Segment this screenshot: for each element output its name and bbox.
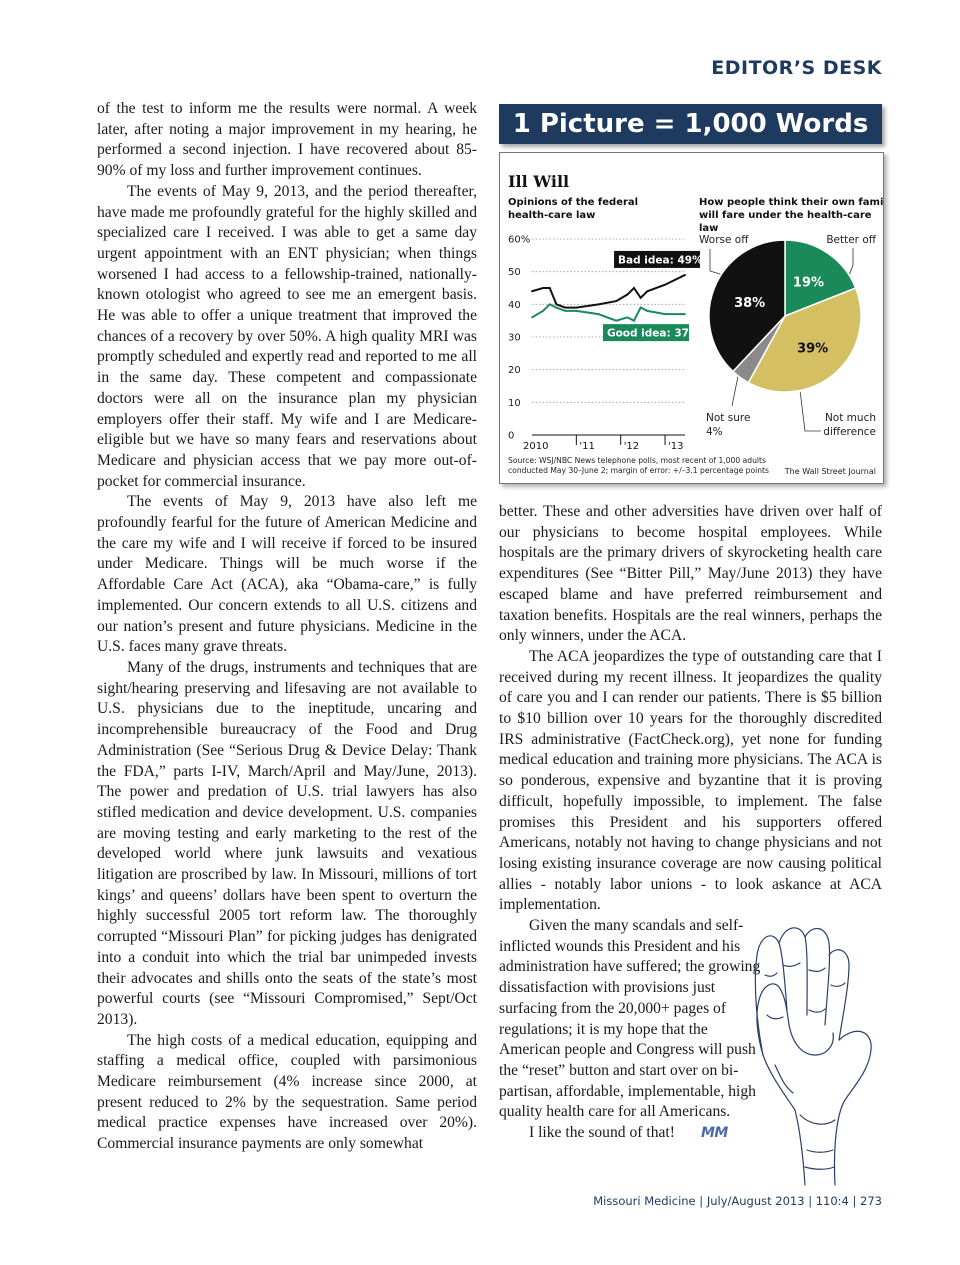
right-column <box>499 502 882 916</box>
paragraph: better. These and other adversities have driven over half of our physicians to become hospital employees. While hospitals are the primary drivers of skyrocketing health care expenditures (See “Bitter Pill,” May/June 2013) they have escaped blame and have preferred reimbursement and taxation benefits. Hospitals are the real winners, perhaps the only winners, under the ACA. <box>499 503 882 645</box>
subtitle-line: How people think their own family <box>699 197 883 208</box>
wsj-chart-figure <box>499 152 884 484</box>
left-column <box>97 99 477 1155</box>
leader-line <box>800 392 821 431</box>
paragraph: The events of May 9, 2013, and the period thereafter, have made me profoundly grateful for the highly skilled and specialized care I received. I was able to get a same day urgent appointment with an ENT physician; when things worsened I had access to a fellowship-trained, nationally-known otologist who agreed to see me an emergent basis. He was able to offer a unique treatment that improved the chances of a recovery by over 50%. A high quality MRI was promptly scheduled and expertly read and reported to me all in the same day. These competent and compassionate doctors were all on the insurance plan my physician employers offer their staff. My wife and I are Medicare-eligible but we have so many fears and reservations about Medicare and physician access that we pay more out-of-pocket for commercial insurance. <box>97 182 477 490</box>
page-footer: Missouri Medicine | July/August 2013 | 110:4 | 273 <box>593 1194 882 1208</box>
subtitle-line: law <box>699 223 719 234</box>
y-tick-label: 40 <box>508 299 521 311</box>
y-tick-label: 60% <box>508 234 531 246</box>
data-point <box>531 317 533 319</box>
data-point <box>640 307 642 309</box>
paragraph: The events of May 9, 2013 have also left me profoundly fearful for the future of American Medicine and the care my wife and I will receive if forced to be insured under Medicare. Things will be much worse if the Affordable Care Act (ACA), aka “Obama-care,” is fully implemented. Our concern extends to all U.S. citizens and our nation’s present and future physicians. Medicine in the U.S. faces many grave threats. <box>97 493 477 656</box>
data-point <box>542 287 544 289</box>
paragraph: The ACA jeopardizes the type of outstanding care that I received during my recent illness. It jeopardizes the quality of care you and I can render our patients. There is $5 billion to $10 billion over 10 years for the thoroughly discredited IRS administrative (FactCheck.org), yet none for funding medical education and training more physicians. The ACA is so ponderous, expensive and byzantine that it is proving difficult, hopefully impossible, to implement. The false promises this President and his supporters offered Americans, notably not having to change physicians and not losing existing insurance coverage are now causing political allies - notably labor unions - to look askance at ACA implementation. <box>499 647 882 914</box>
data-point <box>646 310 648 312</box>
subtitle-line: health-care law <box>508 210 596 221</box>
y-tick-label: 10 <box>508 397 521 409</box>
closing-paragraph <box>499 1123 761 1144</box>
data-point <box>555 303 557 305</box>
y-tick-label: 30 <box>508 332 521 344</box>
data-point <box>549 303 551 305</box>
x-tick-label: '13 <box>668 441 684 452</box>
data-point <box>664 284 666 286</box>
data-point <box>598 303 600 305</box>
line-chart-subtitle <box>508 197 638 221</box>
data-point <box>575 307 577 309</box>
series-line-good-idea <box>532 304 685 320</box>
data-point <box>575 310 577 312</box>
data-point <box>598 313 600 315</box>
data-point <box>633 320 635 322</box>
chart-credit: The Wall Street Journal <box>784 467 876 476</box>
data-point <box>555 307 557 309</box>
series-line-bad-idea <box>532 275 685 308</box>
pie-value-label: 39% <box>797 341 829 357</box>
pie-label-not-sure: Not sure <box>706 412 751 424</box>
section-header: EDITOR’S DESK <box>711 57 882 79</box>
data-point <box>646 290 648 292</box>
x-tick-label: '11 <box>579 441 595 452</box>
good-idea-label: Good idea: 37% <box>606 327 700 340</box>
pie-label-not-much: Not much <box>824 412 876 424</box>
pie-chart-subtitle <box>699 197 883 234</box>
data-point <box>626 317 628 319</box>
pie-chart <box>699 234 877 438</box>
data-point <box>549 287 551 289</box>
leader-line <box>710 249 720 274</box>
subtitle-line: Opinions of the federal <box>508 197 639 208</box>
leader-line <box>732 377 738 406</box>
chart-svg <box>500 153 883 483</box>
data-point <box>626 294 628 296</box>
data-point <box>664 313 666 315</box>
bad-idea-label: Bad idea: 49% <box>618 254 703 267</box>
pie-value-not-sure: 4% <box>706 426 723 438</box>
chart-source <box>508 456 769 475</box>
y-tick-label: 50 <box>508 267 521 279</box>
hand-illustration <box>745 915 885 1190</box>
paragraph: Given the many scandals and self-inflicted wounds this President and his administration have suffered; the growing dissatisfaction with provisions just surfacing from the 20,000+ pages of regulations; it is my hope that the American people and Congress will push the “reset” button and start over on bi-partisan, affordable, implementable, high quality health care for all Americans. <box>499 917 761 1121</box>
right-column-narrow <box>499 916 761 1144</box>
pie-value-label: 19% <box>792 275 825 291</box>
subtitle-line: will fare under the health-care <box>699 210 872 221</box>
y-tick-label: 20 <box>508 365 521 377</box>
x-tick-label: 2010 <box>523 441 549 452</box>
data-point <box>615 300 617 302</box>
closing-line: I like the sound of that! <box>529 1124 675 1142</box>
data-point <box>684 313 686 315</box>
x-tick-label: '12 <box>623 441 640 452</box>
chart-title: Ill Will <box>508 172 570 191</box>
data-point <box>531 290 533 292</box>
pie-label-difference: difference <box>823 426 876 438</box>
data-point <box>633 287 635 289</box>
pie-label-worse-off: Worse off <box>699 234 749 246</box>
data-point <box>615 320 617 322</box>
subtitle-line: Source: WSJ/NBC News telephone polls, most recent of 1,000 adults <box>508 456 766 465</box>
data-point <box>640 297 642 299</box>
banner-title: 1 Picture = 1,000 Words <box>499 104 882 144</box>
paragraph: The high costs of a medical education, equipping and staffing a medical office, coupled with parsimonious Medicare reimbursement (4% increase since 2000, at present reduced to 2% by the sequestration. Same period medical practice expenses have increased over 20%). Commercial insurance payments are only somewhat <box>97 1031 477 1153</box>
y-tick-label: 0 <box>508 430 515 442</box>
paragraph: Many of the drugs, instruments and techniques that are sight/hearing preserving and lifesaving are not available to U.S. physicians due to the ineptitude, uncaring and incomprehensible bureaucracy of the Food and Drug Administration (See “Serious Drug & Device Delay: Thank the FDA,” parts I-IV, March/April and May/June, 2013). The power and predation of U.S. trial lawyers has also stifled medication and device development. U.S. companies are moving testing and early marketing to the rest of the developed world where junk lawsuits and vexatious litigation are proscribed by law. In Missouri, millions of tort kings’ and queens’ dollars have been spent to overturn the highly successful 2005 tort reform law. The thoroughly corrupted “Missouri Plan” for picking judges has denigrated into a conduit into which the trial bar unimpeded invests their advocates and shills onto the seats of the state’s most powerful courts (see “Missouri Compromised,” Sept/Oct 2013). <box>97 658 477 1028</box>
mm-signoff: MM <box>700 1125 728 1142</box>
pie-label-better-off: Better off <box>826 234 876 246</box>
data-point <box>684 274 686 276</box>
paragraph: of the test to inform me the results were normal. A week later, after noting a major improvement in my hearing, he performed a second injection. I have recovered about 85-90% of my loss and further improvement continues. <box>97 100 477 180</box>
leader-line <box>850 248 853 274</box>
data-point <box>564 307 566 309</box>
data-point <box>542 310 544 312</box>
data-point <box>564 310 566 312</box>
pie-value-label: 38% <box>734 296 766 312</box>
line-chart <box>508 235 703 453</box>
subtitle-line: conducted May 30–June 2; margin of error: +/–3.1 percentage points <box>508 466 769 475</box>
